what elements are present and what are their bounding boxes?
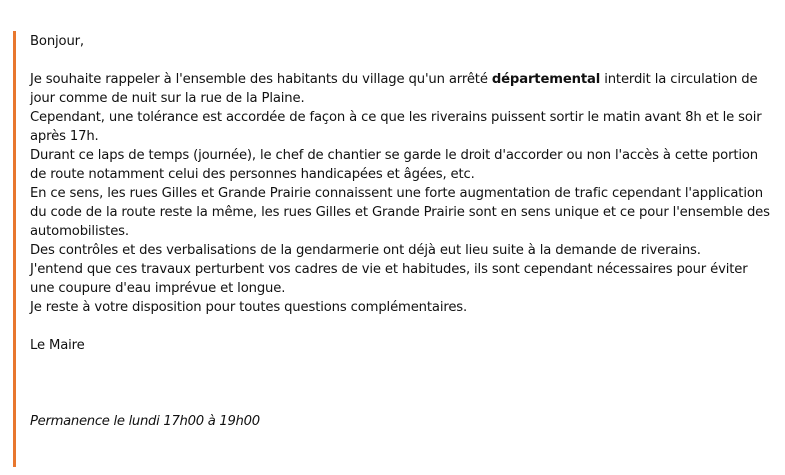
paragraph-controles: Des contrôles et des verbalisations de la gendarmerie ont déjà eut lieu suite à la demande de riverains. — [30, 243, 701, 258]
bold-departemental: départemental — [491, 72, 601, 87]
greeting: Bonjour, — [30, 34, 84, 49]
paragraph-disposition: Je reste à votre disposition pour toutes questions complémentaires. — [30, 300, 468, 315]
spacer — [30, 51, 775, 70]
spacer — [30, 317, 775, 336]
permanence-hours: Permanence le lundi 17h00 à 19h00 — [30, 414, 260, 429]
paragraph-travaux: J'entend que ces travaux perturbent vos cadres de vie et habitudes, ils sont cependant nécessaires pour éviter une coupure d'eau imprévue et longue. — [30, 262, 748, 296]
paragraph-tolerance: Cependant, une tolérance est accordée de façon à ce que les riverains puissent sortir le matin avant 8h et le soir après 17h. — [30, 110, 762, 144]
letter-body — [30, 32, 775, 431]
signature: Le Maire — [30, 338, 85, 353]
spacer — [30, 355, 775, 412]
paragraph-arrete-end: interdit la circulation de jour comme de nuit sur la rue de la Plaine. — [30, 72, 758, 106]
left-accent-bar — [13, 31, 16, 467]
paragraph-arrete-start: Je souhaite rappeler à l'ensemble des habitants du village qu'un arrêté — [30, 72, 492, 87]
paragraph-arrete — [30, 70, 775, 108]
paragraph-trafic: En ce sens, les rues Gilles et Grande Prairie connaissent une forte augmentation de trafic cependant l'application du code de la route reste la même, les rues Gilles et Grande Prairie sont en sens unique et ce pour l'ensemble des automobilistes. — [30, 186, 770, 239]
paragraph-chef-chantier: Durant ce laps de temps (journée), le chef de chantier se garde le droit d'accorder ou non l'accès à cette portion de route notamment celui des personnes handicapées et âgées, etc. — [30, 148, 759, 182]
